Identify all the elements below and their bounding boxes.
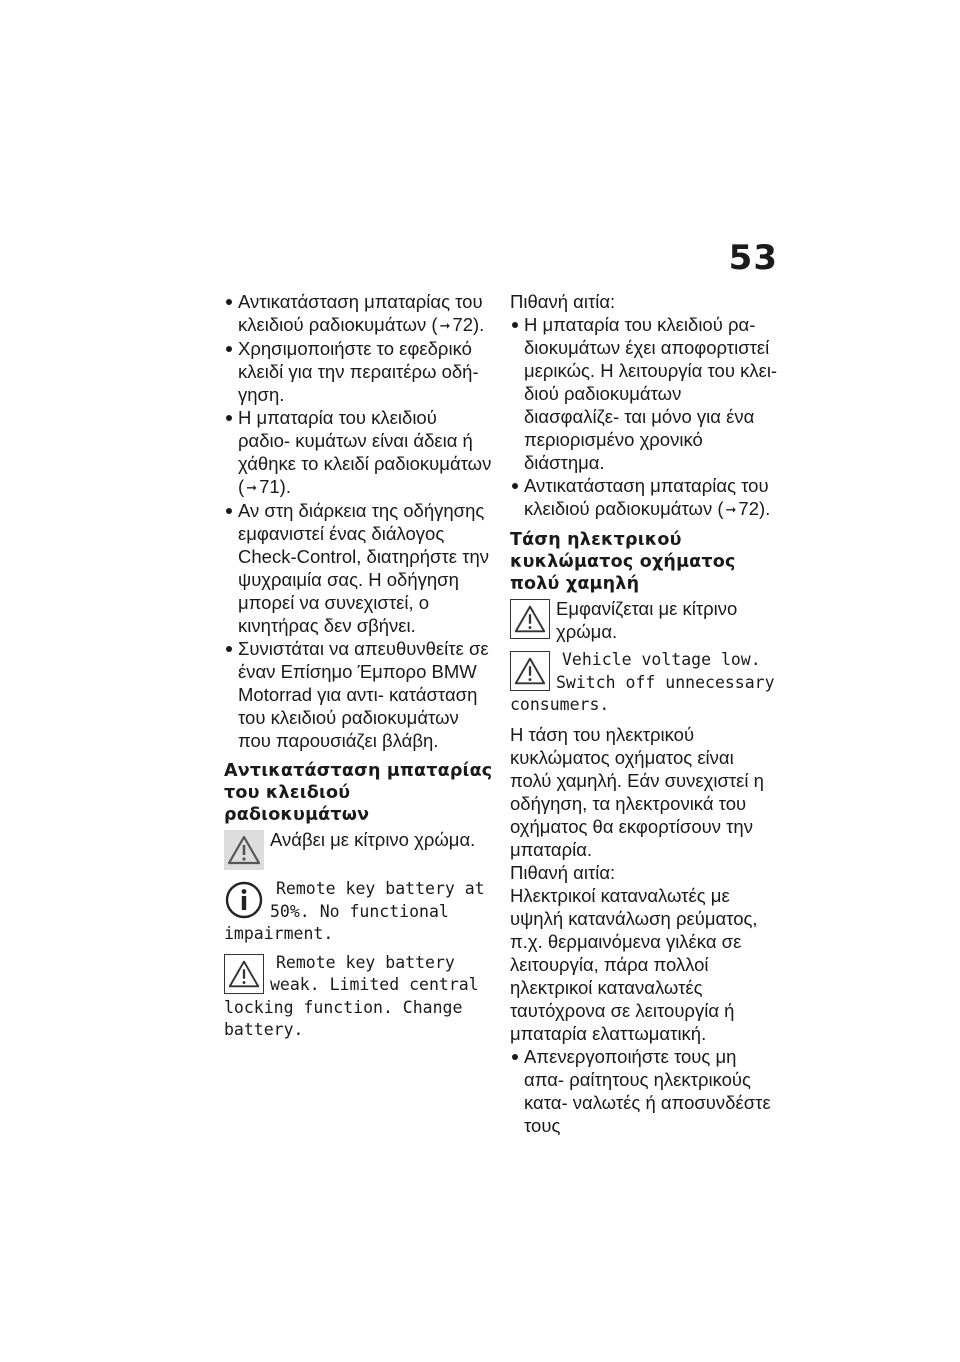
info-message-rest: No functional impairment. — [224, 901, 449, 943]
list-item-text: Συνιστάται να απευθυνθείτε σε έναν Επίσημο Έμπορο BMW Motorrad για αντι- κατάσταση του κλειδιού ραδιοκυμάτων που παρουσιάζει βλάβη. — [238, 638, 489, 751]
list-item — [224, 406, 494, 499]
warning-message-first: Remote key battery weak. — [270, 952, 455, 994]
cause-label: Πιθανή αιτία: — [510, 291, 616, 312]
right-column — [510, 290, 780, 1137]
list-item — [224, 290, 494, 337]
warning-triangle-icon — [510, 599, 550, 639]
list-item-text: Χρησιμοποιήστε το εφεδρικό κλειδί για την περαιτέρω οδή- γηση. — [238, 338, 479, 405]
right-bullet-list-1 — [510, 313, 780, 521]
warning-message-rest: Limited central locking function. Change battery. — [224, 975, 479, 1039]
arrow-right-icon: ➞ — [246, 480, 258, 495]
list-item — [510, 1045, 780, 1137]
list-item-text: Απενεργοποιήστε τους μη απα- ραίτητους ηλεκτρικούς κατα- ναλωτές ή αποσυνδέστε τους — [524, 1045, 771, 1136]
warning-message-first: Vehicle voltage low. — [562, 650, 761, 669]
list-item-tail: ). — [279, 476, 291, 497]
page-reference[interactable]: 72 — [738, 498, 759, 519]
list-item — [224, 337, 494, 406]
warning-message-remote-key-weak — [224, 952, 494, 1042]
info-message-remote-key-50 — [224, 878, 494, 946]
section-heading-low-voltage: Τάση ηλεκτρικού κυκλώματος οχήματος πολύ χαμηλή — [510, 530, 736, 594]
warning-message-vehicle-voltage — [510, 649, 780, 717]
list-item-tail: ). — [758, 498, 771, 519]
list-item-tail: ). — [472, 314, 485, 335]
list-item-text: Αντικατάσταση μπαταρίας του κλειδιού ραδιοκυμάτων ( — [524, 475, 769, 519]
arrow-right-icon: ➞ — [725, 502, 737, 517]
info-message-first: Remote key battery at 50%. — [270, 879, 485, 921]
warning-triangle-icon — [510, 651, 550, 691]
yellow-note-text: Ανάβει με κίτρινο χρώμα. — [270, 829, 476, 850]
left-column — [224, 290, 494, 1048]
list-item-text: Αντικατάσταση μπαταρίας του κλειδιού ραδιοκυμάτων ( — [238, 291, 483, 335]
list-item-text: Αν στη διάρκεια της οδήγησης εμφανιστεί ένας διάλογος Check-Control, διατηρήστε την ψυχραιμία σας. Η οδήγηση μπορεί να συνεχιστεί, ο κινητήρας δεν σβήνει. — [238, 500, 489, 636]
section-heading-remote-key-battery: Αντικατάσταση μπαταρίας του κλειδιού ραδιοκυμάτων — [224, 761, 493, 825]
list-item — [224, 499, 494, 637]
arrow-right-icon: ➞ — [439, 318, 451, 333]
list-item — [510, 474, 780, 521]
list-item-text: Η μπαταρία του κλειδιού ρα- διοκυμάτων έχει αποφορτιστεί μερικώς. Η λειτουργία του κλει- διού ραδιοκυμάτων διασφαλίζε- ται μόνο για ένα περιορισμένο χρονικό διάστημα. — [524, 314, 778, 473]
warning-triangle-icon — [224, 830, 264, 870]
info-icon — [224, 880, 264, 920]
page-number: 53 — [728, 238, 778, 278]
list-item — [510, 313, 780, 474]
left-bullet-list — [224, 290, 494, 752]
yellow-display-note — [510, 597, 780, 643]
list-item — [224, 637, 494, 752]
list-item-text: Η μπαταρία του κλειδιού ραδιο- κυμάτων είναι άδεια ή χάθηκε το κλειδί ραδιοκυμάτων ( — [238, 407, 492, 497]
page-reference[interactable]: 71 — [259, 476, 280, 497]
yellow-indicator-note — [224, 828, 494, 872]
right-bullet-list-2 — [510, 1045, 780, 1137]
warning-triangle-icon — [224, 954, 264, 994]
warning-message-rest: Switch off unnecessary consumers. — [510, 672, 775, 714]
page-reference[interactable]: 72 — [452, 314, 473, 335]
yellow-note-text: Εμφανίζεται με κίτρινο χρώμα. — [556, 598, 738, 642]
paragraph-low-voltage: Η τάση του ηλεκτρικού κυκλώματος οχήματος είναι πολύ χαμηλή. Εάν συνεχιστεί η οδήγηση, τα ηλεκτρονικά του οχήματος θα εκφορτίσουν την μπαταρία. — [510, 723, 764, 860]
cause-label: Πιθανή αιτία: — [510, 861, 616, 883]
paragraph-cause: Ηλεκτρικοί καταναλωτές με υψηλή κατανάλωση ρεύματος, π.χ. θερμαινόμενα γιλέκα σε λειτουργία, πάρα πολλοί ηλεκτρικοί καταναλωτές ταυτόχρονα σε λειτουργία ή μπαταρία ελαττωματική. — [510, 884, 758, 1044]
